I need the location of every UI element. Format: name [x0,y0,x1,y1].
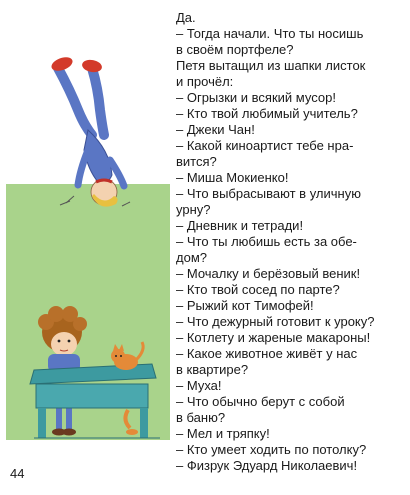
dialogue-text [176,10,402,474]
page-number: 44 [10,466,25,481]
text-line: – Муха! [176,378,222,393]
text-line: в своём портфеле? [176,42,294,57]
text-line: – Огрызки и всякий мусор! [176,90,336,105]
handstand-boy [50,55,130,207]
text-line: – Что обычно берут с собой [176,394,345,409]
text-line: урну? [176,202,211,217]
text-line: – Кто твой сосед по парте? [176,282,340,297]
text-line: – Котлету и жареные макароны! [176,330,371,345]
text-line: – Какое животное живёт у нас [176,346,358,361]
text-line: – Тогда начали. Что ты носишь [176,26,364,41]
text-line: – Мочалку и берёзовый веник! [176,266,361,281]
text-line: в квартире? [176,362,249,377]
illustration-drawing [0,0,170,460]
text-line: – Миша Мокиенко! [176,170,289,185]
text-line: – Кто умеет ходить по потолку? [176,442,367,457]
text-line: – Какой киноартист тебе нра- [176,138,354,153]
text-line: Петя вытащил из шапки листок [176,58,366,73]
text-line: – Кто твой любимый учитель? [176,106,358,121]
text-line: и прочёл: [176,74,234,89]
text-line: – Что ты любишь есть за обе- [176,234,357,249]
text-line: – Что выбрасывают в уличную [176,186,361,201]
illustration [0,0,170,460]
text-line: в баню? [176,410,226,425]
text-line: Да. [176,10,196,25]
text-line: – Физрук Эдуард Николаевич! [176,458,358,473]
text-line: – Дневник и тетради! [176,218,304,233]
text-line: – Что дежурный готовит к уроку? [176,314,375,329]
text-line: – Мел и тряпку! [176,426,270,441]
text-line: – Рыжий кот Тимофей! [176,298,314,313]
text-line: дом? [176,250,207,265]
text-line: – Джеки Чан! [176,122,255,137]
text-line: вится? [176,154,217,169]
school-desk [30,364,160,438]
